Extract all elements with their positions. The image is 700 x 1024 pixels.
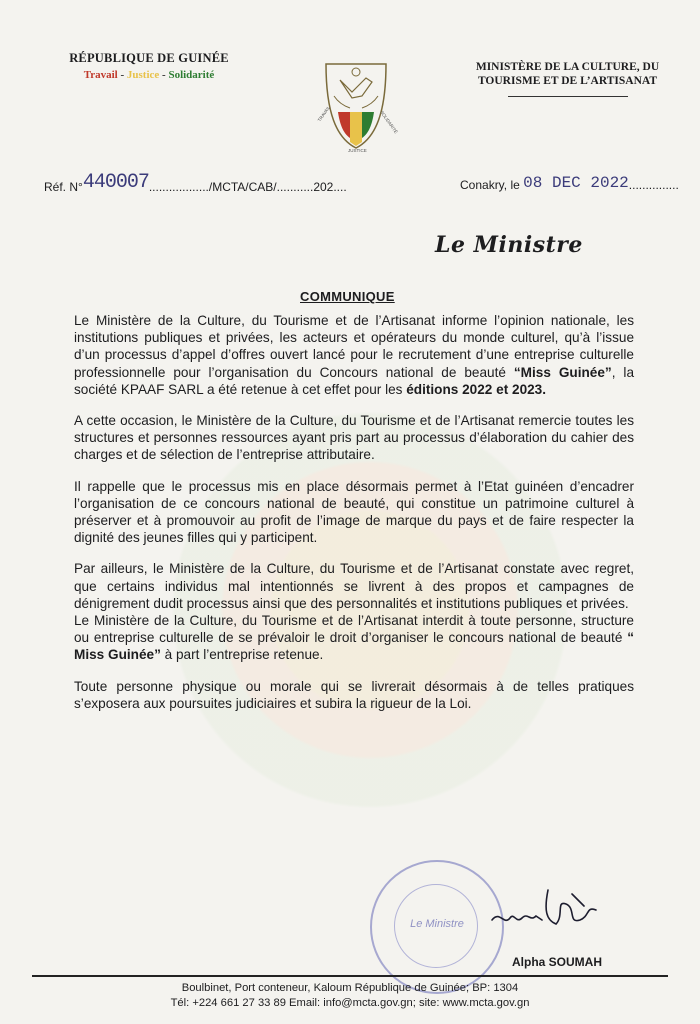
seal-text: Le Ministre — [410, 918, 464, 930]
paragraph-5 — [74, 612, 634, 664]
header-left — [44, 51, 254, 81]
paragraph-1-text-b: , la société KPAAF SARL a été retenue à cet effet pour les — [74, 364, 635, 397]
header-divider — [508, 96, 628, 97]
reference-stamp-number: 44 — [82, 171, 105, 194]
reference-number — [44, 171, 347, 198]
date-place: Conakry, le — [460, 178, 520, 192]
handwritten-signature-icon — [486, 880, 626, 940]
document-body — [74, 312, 634, 726]
reference-value: 0007 — [104, 171, 149, 194]
motto-solidarity: Solidarité — [168, 69, 215, 81]
document-title: COMMUNIQUE — [300, 289, 395, 304]
footer-address: Boulbinet, Port conteneur, Kaloum République de Guinée; BP: 1304 — [181, 982, 519, 994]
paragraph-3: Il rappelle que le processus mis en place désormais permet à l’Etat guinéen d’encadrer l’organisation de ce concours national de beauté, qui constitue un patrimoine culturel à préserver et à promouvoir au profit de l’image de marque du pays et de faire respecter la dignité des jeunes filles qui y participent. — [74, 478, 634, 546]
reference-suffix: /MCTA/CAB/...........202.... — [208, 180, 347, 194]
paragraph-1-editions: éditions 2022 et 2023. — [406, 381, 547, 397]
emblem-motto-left: TRAVAIL — [316, 104, 332, 123]
ministry-name-line2: TOURISME ET DE L’ARTISANAT — [477, 75, 658, 87]
paragraph-5-text-b: à part l’entreprise retenue. — [160, 647, 324, 663]
date-line — [460, 176, 679, 194]
footer-contact: Tél: +224 661 27 33 89 Email: info@mcta.gov.gn; site: www.mcta.gov.gn — [170, 996, 530, 1009]
paragraph-1 — [74, 312, 634, 398]
paragraph-6: Toute personne physique ou morale qui se livrerait désormais à de telles pratiques s’exposera aux poursuites judiciaires et subira la rigueur de la Loi. — [74, 678, 634, 711]
date-value: 08 DEC 2022 — [523, 174, 629, 192]
paragraph-1-miss-guinee: “Miss Guinée” — [513, 364, 612, 380]
paragraph-4: Par ailleurs, le Ministère de la Culture, du Tourisme et de l’Artisanat constate avec regret, que certains individus mal intentionnés se livrent à des propos et campagnes de dénigrement dudit processus ainsi que des personnalités et institutions publiques et privées. — [74, 561, 634, 611]
motto-separator: - — [159, 69, 169, 81]
emblem-motto-center: JUSTICE — [348, 148, 367, 153]
ministry-name-line1: MINISTÈRE DE LA CULTURE, DU — [475, 61, 660, 73]
signer-name: Alpha SOUMAH — [512, 955, 602, 969]
country-name: RÉPUBLIQUE DE GUINÉE — [69, 51, 229, 65]
motto-separator: - — [117, 69, 127, 81]
footer-divider — [32, 975, 668, 977]
footer — [0, 981, 700, 1010]
national-motto — [44, 69, 254, 81]
paragraph-5-miss-guinee: “ Miss Guinée” — [74, 630, 634, 663]
date-dots: ............... — [628, 178, 679, 192]
header-right — [470, 60, 665, 97]
emblem-motto-right: SOLIDARITÉ — [379, 109, 399, 135]
reference-dots: .................. — [148, 180, 209, 194]
paragraph-1-text-a: Le Ministère de la Culture, du Tourisme et de l’Artisanat informe l’opinion nationale, les institutions publiques et privées, les acteurs et opérateurs du monde culturel, qu’à l’issue d’un processus d’appel d’offres ouvert lancé pour le recrutement d’une entreprise culturelle professionnelle pour l’organisation du Concours national de beauté — [74, 313, 634, 380]
reference-prefix: Réf. N° — [44, 180, 83, 194]
motto-justice: Justice — [126, 69, 160, 81]
coat-of-arms-icon — [308, 52, 404, 156]
signatory-title: Le Ministre — [435, 232, 583, 258]
motto-work: Travail — [83, 69, 118, 81]
ministry-seal-stamp — [370, 860, 504, 994]
paragraph-5-text-a: Le Ministère de la Culture, du Tourisme et de l’Artisanat interdit à toute personne, structure ou entreprise culturelle de se prévaloir le droit d’organiser le concours national de beauté — [74, 613, 634, 646]
paragraph-2: A cette occasion, le Ministère de la Culture, du Tourisme et de l’Artisanat remercie toutes les structures et personnes ressources ayant pris part au processus d’élaboration du cahier des charges et de sélection de l’entreprise attributaire. — [74, 413, 634, 463]
